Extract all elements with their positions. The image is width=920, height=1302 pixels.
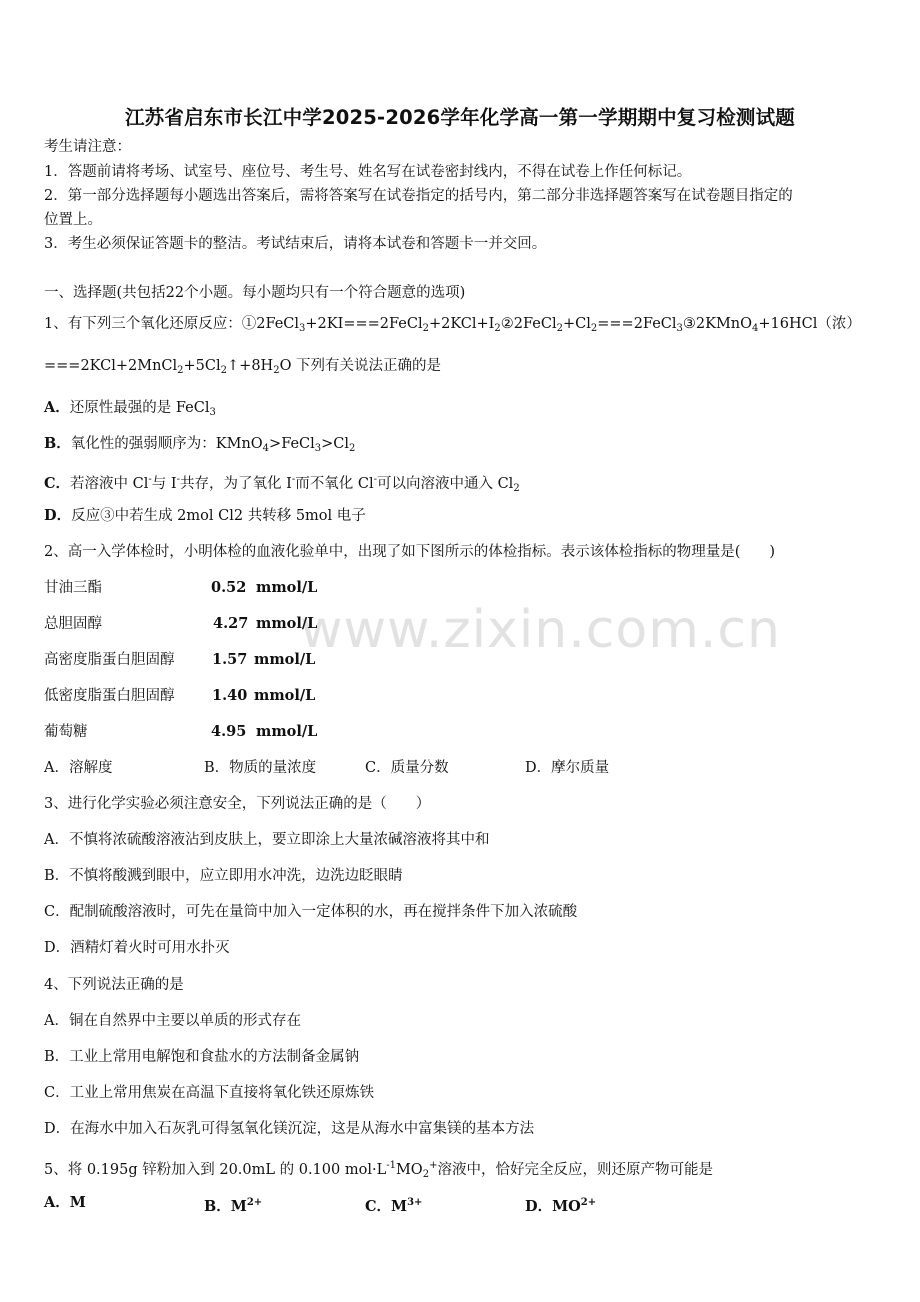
table-cell-unit: mmol/L	[254, 651, 316, 668]
table-cell-unit: mmol/L	[254, 687, 316, 704]
q3-option-c: C．配制硫酸溶液时，可先在量筒中加入一定体积的水，再在搅拌条件下加入浓硫酸	[44, 904, 578, 920]
table-cell-unit: mmol/L	[256, 723, 318, 740]
q5-option-c: C．$M^{3+}$	[365, 1197, 423, 1215]
q3-option-b: B．不慎将酸溅到眼中，应立即用水冲洗，边洗边眨眼睛	[44, 868, 403, 884]
q4-option-a: A．铜在自然界中主要以单质的形式存在	[44, 1013, 301, 1029]
table-cell-value: 1.57	[212, 651, 248, 668]
table-cell-name: 葡萄糖	[44, 724, 88, 740]
table-cell-name: 总胆固醇	[44, 616, 102, 632]
notice-item-2-cont: 位置上。	[44, 212, 102, 228]
q3-option-d: D．酒精灯着火时可用水扑灭	[44, 940, 230, 956]
notice-item-3: 3．考生必须保证答题卡的整洁。考试结束后，请将本试卷和答题卡一并交回。	[44, 236, 547, 252]
q5-option-d: D．$MO^{2+}$	[525, 1197, 597, 1215]
page-title: 江苏省启东市长江中学2025-2026学年化学高一第一学期期中复习检测试题	[124, 106, 796, 129]
table-cell-name: 低密度脂蛋白胆固醇	[44, 688, 175, 704]
table-cell-value: 4.27	[213, 615, 249, 632]
q1-option-c: C．若溶液中 Cl-与 I-共存，为了氧化 I-而不氧化 Cl-可以向溶液中通入 $Cl_2$	[44, 474, 520, 494]
q1-option-d: D．反应③中若生成 2mol Cl2 共转移 5mol 电子	[44, 507, 366, 524]
q1-stem-line1: 1、有下列三个氧化还原反应：$①2FeCl_3+2KI===2FeCl_2+2KCl+I_2②2FeCl_2+Cl_2===2FeCl_3③2KMnO_4+16HCl$（浓）	[44, 316, 861, 334]
q4-stem: 4、下列说法正确的是	[44, 977, 184, 993]
table-cell-name: 高密度脂蛋白胆固醇	[44, 652, 175, 668]
notice-item-1: 1．答题前请将考场、试室号、座位号、考生号、姓名写在试卷密封线内，不得在试卷上作任何标记。	[44, 164, 692, 180]
table-cell-value: 4.95	[211, 723, 247, 740]
q2-option-b: B．物质的量浓度	[204, 760, 317, 776]
table-cell-name: 甘油三酯	[44, 580, 102, 596]
q2-option-d: D．摩尔质量	[525, 760, 610, 776]
q4-option-b: B．工业上常用电解饱和食盐水的方法制备金属钠	[44, 1049, 360, 1065]
table-cell-value: 0.52	[211, 579, 247, 596]
section-heading: 一、选择题(共包括22个小题。每小题均只有一个符合题意的选项)	[44, 285, 466, 301]
q4-option-d: D．在海水中加入石灰乳可得氢氧化镁沉淀，这是从海水中富集镁的基本方法	[44, 1121, 535, 1137]
q5-option-a: A．M	[44, 1194, 86, 1211]
notice-heading: 考生请注意：	[44, 139, 131, 155]
notice-item-2: 2．第一部分选择题每小题选出答案后，需将答案写在试卷指定的括号内，第二部分非选择题答案写在试卷题目指定的	[44, 188, 793, 204]
q2-option-a: A．溶解度	[44, 760, 113, 776]
q2-stem: 2、高一入学体检时，小明体检的血液化验单中，出现了如下图所示的体检指标。表示该体检指标的物理量是( )	[44, 544, 776, 560]
q3-option-a: A．不慎将浓硫酸溶液沾到皮肤上，要立即涂上大量浓碱溶液将其中和	[44, 832, 490, 848]
q4-option-c: C．工业上常用焦炭在高温下直接将氧化铁还原炼铁	[44, 1085, 375, 1101]
q1-stem-line2: $===2KCl+2MnCl_2+5Cl_2↑+8H_2O$ 下列有关说法正确的是	[44, 358, 442, 376]
q3-stem: 3、进行化学实验必须注意安全，下列说法正确的是（ ）	[44, 796, 431, 812]
q5-stem: 5、将 0.195g 锌粉加入到 20.0mL 的 0.100 $mol\cdot L^{-1}MO_2^+$溶液中，恰好完全反应，则还原产物可能是	[44, 1160, 713, 1180]
table-cell-value: 1.40	[212, 687, 248, 704]
table-cell-unit: mmol/L	[256, 615, 318, 632]
q2-option-c: C．质量分数	[365, 760, 449, 776]
watermark: www.zixin.com.cn	[300, 600, 781, 660]
q1-option-b: B．氧化性的强弱顺序为：$KMnO_4>FeCl_3>Cl_2$	[44, 435, 356, 454]
q1-option-a: A．还原性最强的是 FeCl$_3$	[44, 399, 216, 418]
q5-option-b: B．$M^{2+}$	[204, 1197, 263, 1215]
table-cell-unit: mmol/L	[256, 579, 318, 596]
